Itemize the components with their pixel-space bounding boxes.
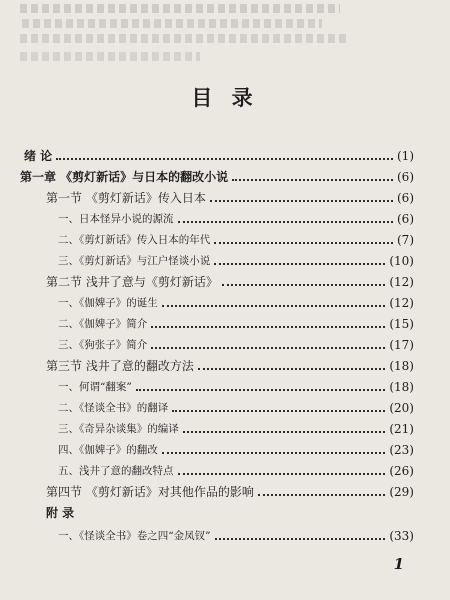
toc-entry-subsection [0,335,450,353]
toc-page-number: (1) [397,149,414,163]
toc-entry-subsection [0,526,450,544]
leader-dots [232,179,393,181]
toc-entry-title: 一、《伽婢子》的诞生 [58,297,158,309]
bleed-through-text [0,0,450,75]
toc-entry-section [0,356,450,374]
toc-page-number: (23) [389,443,414,457]
toc-page-number: (29) [389,485,414,499]
toc-entry-chapter [0,167,450,185]
toc-page-number: (15) [389,317,414,331]
leader-dots [151,347,385,349]
leader-dots [162,305,386,307]
toc-entry-preface [0,146,450,164]
toc-entry-title: 二、《剪灯新话》传入日本的年代 [58,234,211,246]
toc-page-number: (18) [389,380,414,394]
toc-page-number: (17) [389,338,414,352]
leader-dots [178,473,386,475]
leader-dots [214,242,393,244]
toc-entry-title: 绪 论 [24,149,53,163]
toc-entry-title: 三、《奇异杂谈集》的编译 [58,423,179,435]
leader-dots [183,431,386,433]
toc-entry-title: 一、《怪谈全书》卷之四“金凤钗” [58,530,211,542]
toc-entry-subsection [0,440,450,458]
toc-page-number: (6) [397,212,414,226]
toc-entry-title: 二、《怪谈全书》的翻译 [58,402,169,414]
toc-entry-subsection [0,377,450,395]
toc-entry-title: 五、浅井了意的翻改特点 [58,465,174,477]
toc-page-number: (12) [389,275,414,289]
toc-entry-title: 第二节 浅井了意与《剪灯新话》 [46,275,218,289]
toc-entry-subsection [0,209,450,227]
leader-dots [215,538,386,540]
toc-page-number: (21) [389,422,414,436]
leader-dots [178,221,394,223]
toc-entry-title: 一、日本怪异小说的源流 [58,213,174,225]
toc-entry-subsection [0,398,450,416]
toc-entry-subsection [0,293,450,311]
page-folio-number: 1 [393,555,404,573]
toc-entry-section [0,272,450,290]
page-title: 目 录 [191,86,259,110]
toc-page-number: (10) [389,254,414,268]
toc-page-number: (33) [389,529,414,543]
toc-page-number: (12) [389,296,414,310]
leader-dots [136,389,386,391]
leader-dots [56,158,393,160]
leader-dots [172,410,385,412]
toc-entry-title: 附 录 [46,506,75,520]
toc-entry-title: 三、《剪灯新话》与江户怪谈小说 [58,255,211,267]
toc-entry-title: 一、何谓“翻案” [58,381,132,393]
toc-entry-subsection [0,314,450,332]
toc-entry-subsection [0,251,450,269]
toc-entry-title: 二、《伽婢子》简介 [58,318,148,330]
toc-entry-title: 第一节 《剪灯新话》传入日本 [46,191,206,205]
toc-entry-title: 第四节 《剪灯新话》对其他作品的影响 [46,485,254,499]
leader-dots [151,326,385,328]
toc-entry-title: 三、《狗张子》简介 [58,339,148,351]
toc-entry-title: 四、《伽婢子》的翻改 [58,444,158,456]
leader-dots [214,263,385,265]
toc-entry-appendix [0,503,450,521]
toc-page-number: (18) [389,359,414,373]
toc-entry-title: 第三节 浅井了意的翻改方法 [46,359,194,373]
leader-dots [222,284,386,286]
leader-dots [258,494,386,496]
toc-entry-section [0,188,450,206]
leader-dots [210,200,393,202]
toc-page-number: (6) [397,191,414,205]
toc-entry-subsection [0,419,450,437]
toc-page-number: (6) [397,170,414,184]
leader-dots [198,368,386,370]
toc-page-number: (20) [389,401,414,415]
toc-entry-subsection [0,230,450,248]
toc-page-number: (26) [389,464,414,478]
toc-entry-section [0,482,450,500]
toc-entry-subsection [0,461,450,479]
toc-page-number: (7) [397,233,414,247]
toc-entry-title: 第一章 《剪灯新话》与日本的翻改小说 [20,170,229,184]
leader-dots [162,452,386,454]
